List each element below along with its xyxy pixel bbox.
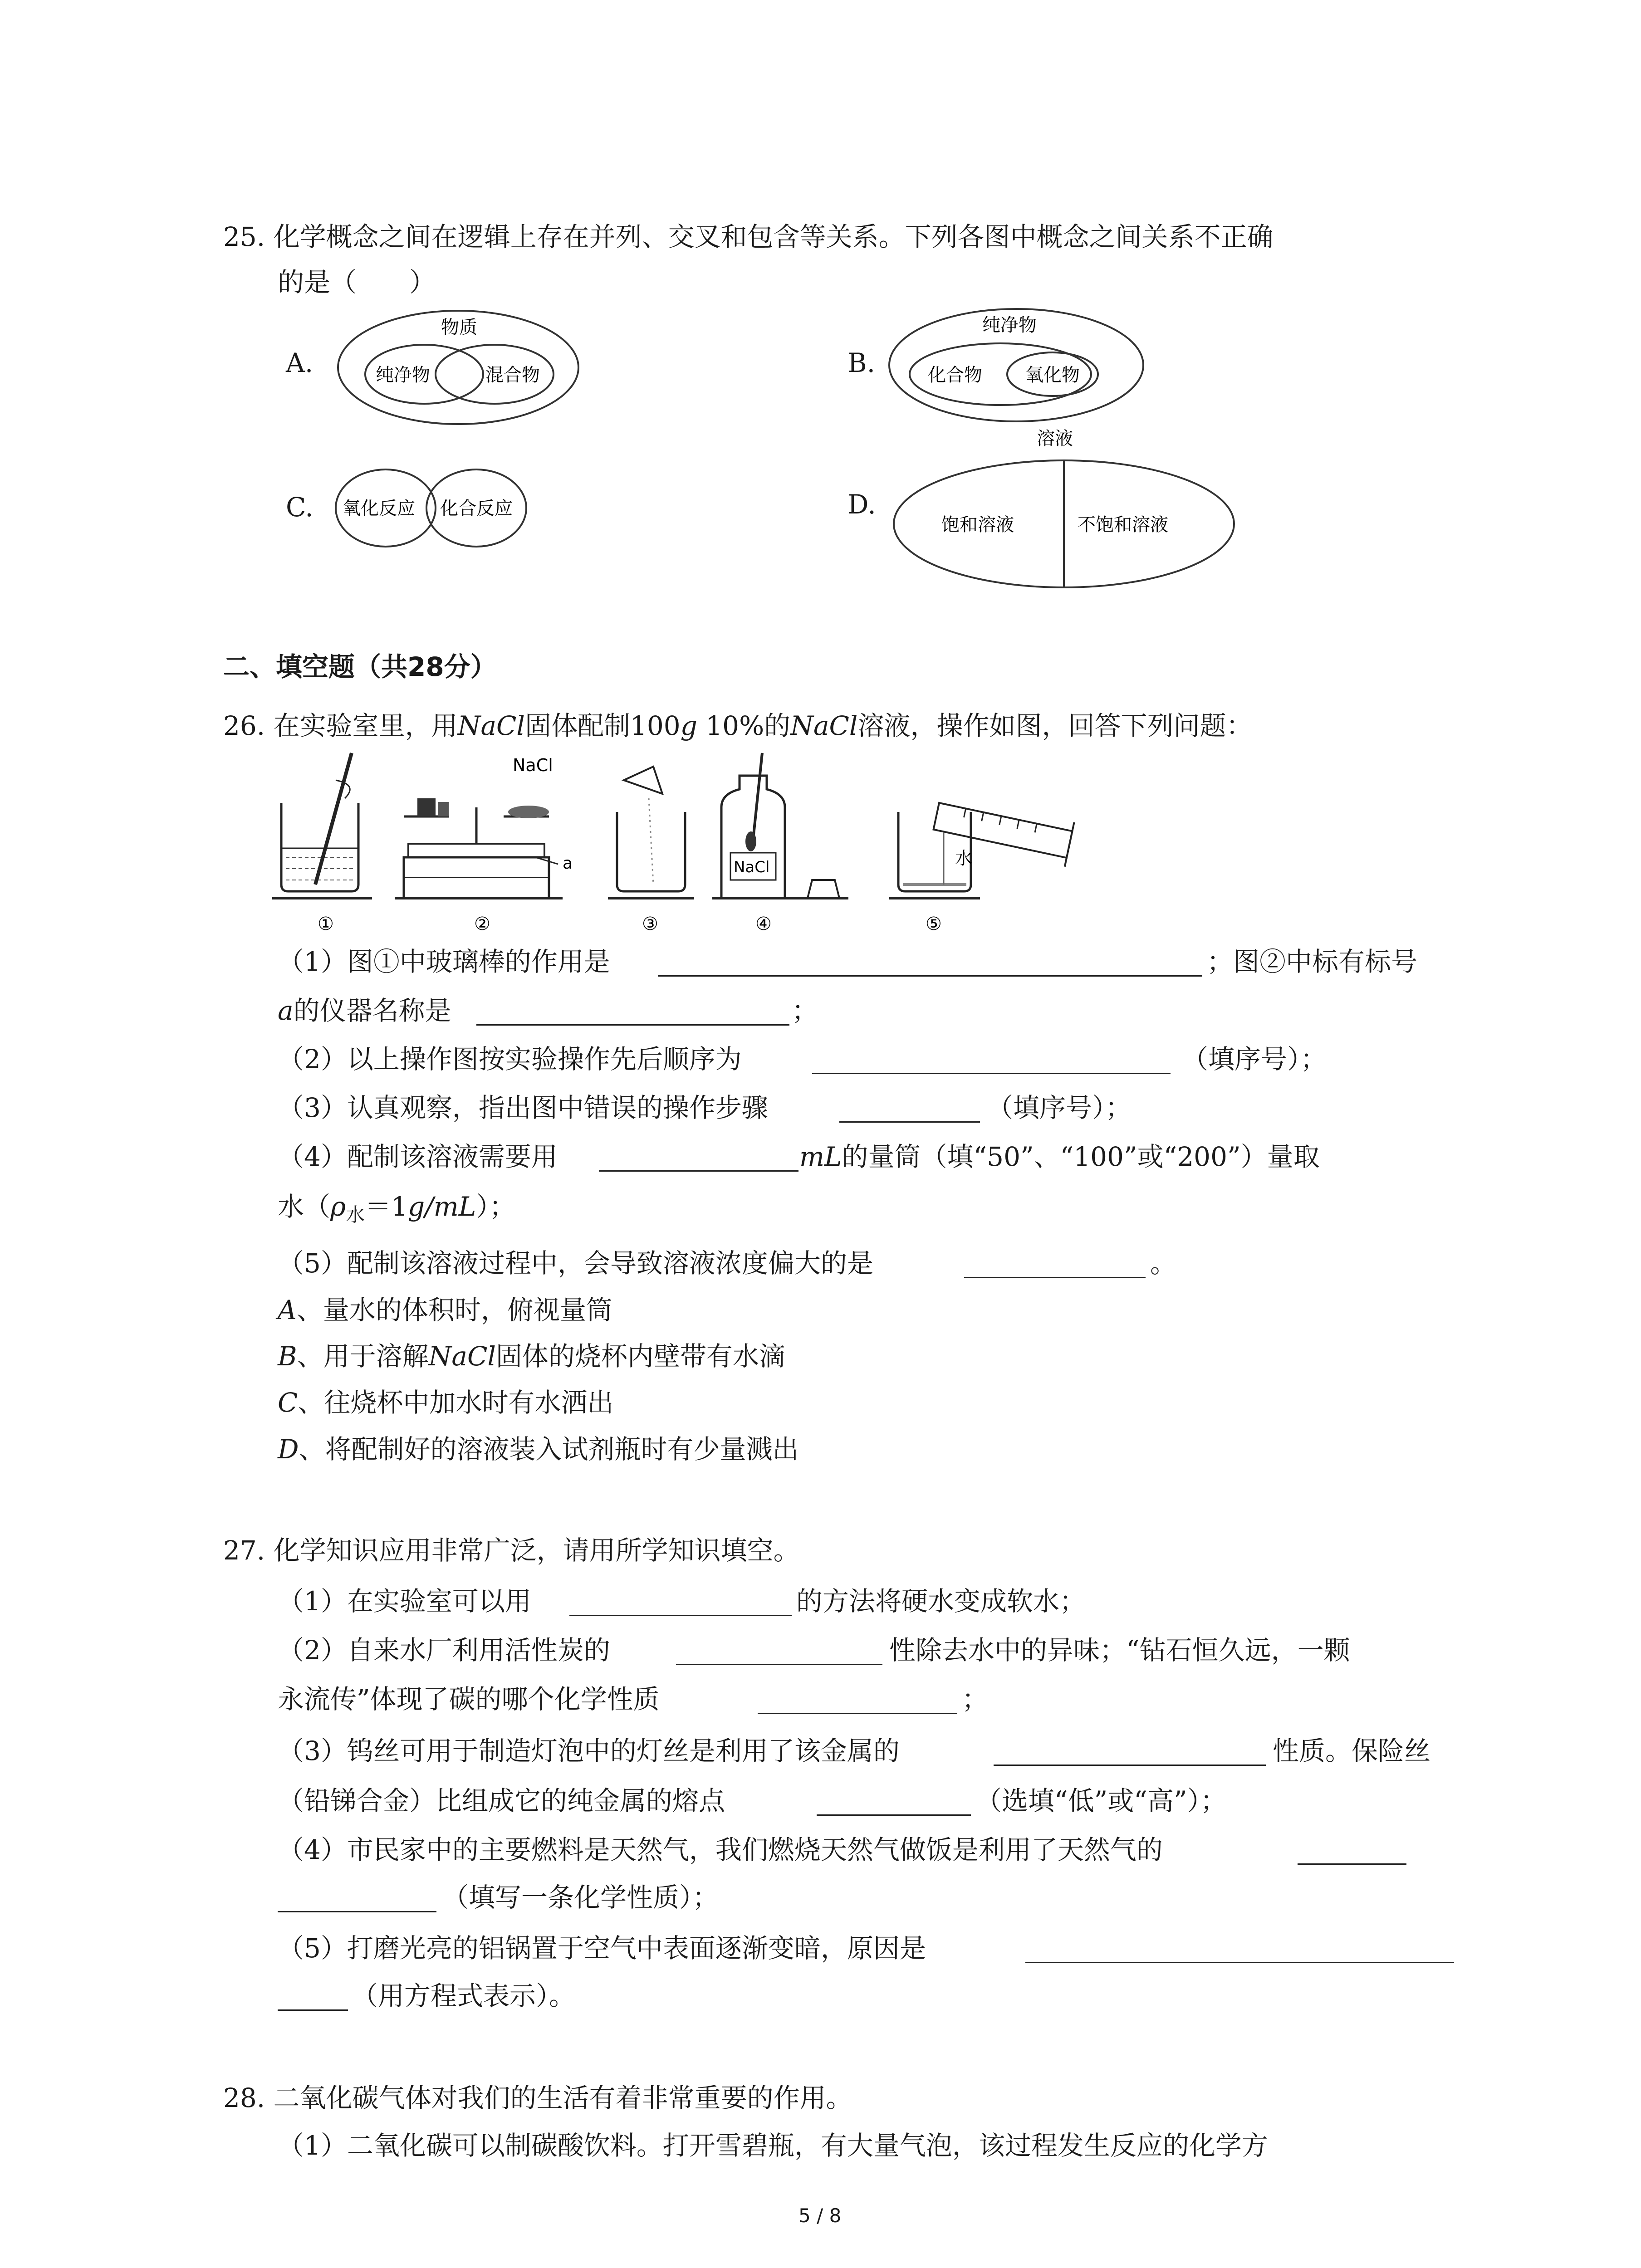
q26-p5-part-b: 。 xyxy=(1150,1248,1177,1279)
q25-stem-line1: 25. 化学概念之间在逻辑上存在并列、交叉和包含等关系。下列各图中概念之间关系不正确 xyxy=(223,221,1274,252)
diagram-a-outer-label: 物质 xyxy=(441,317,477,338)
q26-p4-eq: ＝1 xyxy=(365,1191,408,1222)
diagram-d-left-label: 饱和溶液 xyxy=(941,514,1014,535)
q26-nacl-2: NaCl xyxy=(790,710,858,741)
q27-p3-part-b: 性质。保险丝 xyxy=(1273,1735,1431,1766)
q27-blank-3[interactable] xyxy=(758,1713,957,1714)
q26-p3-part-b: （填序号）； xyxy=(987,1092,1132,1123)
q26-stem-pre: 26. 在实验室里，用 xyxy=(223,710,458,741)
q27-p4-part-b: （填写一条化学性质）； xyxy=(442,1882,719,1913)
diagram-b-outer-label: 纯净物 xyxy=(982,315,1037,336)
q26-blank-5[interactable] xyxy=(599,1170,798,1172)
diagram-d-right-label: 不饱和溶液 xyxy=(1078,514,1168,535)
q27-blank-7b[interactable] xyxy=(278,2009,348,2011)
q26-option-c-letter: C xyxy=(278,1387,298,1418)
q27-blank-7a[interactable] xyxy=(1025,1962,1454,1963)
q26-percent: 10%的 xyxy=(705,710,791,741)
figure-3-pouring xyxy=(608,767,694,898)
q26-blank-2[interactable] xyxy=(476,1024,789,1026)
q26-unit: g xyxy=(680,710,697,741)
q26-rho-sub: 水 xyxy=(346,1203,365,1226)
figure-num-5: ⑤ xyxy=(926,914,942,934)
q26-p4-line2 xyxy=(278,1188,515,1233)
q27-p3-part-c: （铅锑合金）比组成它的纯金属的熔点 xyxy=(278,1785,725,1816)
diagram-a-right-label: 混合物 xyxy=(485,365,540,386)
q26-blank-6[interactable] xyxy=(964,1277,1146,1278)
q26-p5-part-a: （5）配制该溶液过程中，会导致溶液浓度偏大的是 xyxy=(278,1248,873,1279)
q27-p3-part-d: （选填“低”或“高”）； xyxy=(975,1785,1227,1816)
q26-option-d xyxy=(278,1431,799,1467)
q27-p2-part-b: 性除去水中的异味；“钻石恒久远，一颗 xyxy=(889,1635,1350,1666)
q25-option-b-label: B. xyxy=(847,347,876,378)
q26-option-a xyxy=(278,1292,612,1328)
section-heading: 二、填空题（共28分） xyxy=(223,651,497,682)
q26-amount: 100 xyxy=(630,710,681,741)
q26-option-b xyxy=(278,1338,785,1374)
q26-p1-part-b: ；图②中标有标号 xyxy=(1207,946,1418,977)
q26-option-b-nacl: NaCl xyxy=(428,1341,496,1372)
q26-option-d-letter: D xyxy=(278,1434,299,1465)
q27-blank-2[interactable] xyxy=(676,1664,882,1665)
q25-diagram-a xyxy=(336,308,581,426)
q26-option-b-letter: B xyxy=(278,1341,297,1372)
figure-num-3: ③ xyxy=(642,914,658,934)
q26-p4-part-a: （4）配制该溶液需要用 xyxy=(278,1141,558,1172)
q25-stem-line2: 的是（ ） xyxy=(278,267,436,298)
q26-option-b-pre: 、用于溶解 xyxy=(297,1341,429,1372)
figure-5-cylinder xyxy=(889,794,1074,898)
figure-1-stirring xyxy=(272,753,372,898)
q27-blank-6b[interactable] xyxy=(278,1911,436,1912)
q26-option-a-text: 、量水的体积时，俯视量筒 xyxy=(296,1295,612,1325)
q26-p2-part-b: （填序号）； xyxy=(1182,1044,1327,1075)
q26-option-a-letter: A xyxy=(278,1295,297,1325)
q25-diagram-d xyxy=(887,422,1241,594)
q27-p2-part-d: ； xyxy=(962,1684,989,1715)
q27-p5-part-b: （用方程式表示）。 xyxy=(352,1980,576,2011)
q26-p4-end: ）； xyxy=(476,1191,516,1222)
q27-p2-part-a: （2）自来水厂利用活性炭的 xyxy=(278,1635,610,1666)
diagram-b-middle-label: 化合物 xyxy=(928,365,982,386)
q25-option-d-label: D. xyxy=(847,489,876,520)
diagram-d-title: 溶液 xyxy=(1037,428,1073,449)
q25-option-a-label: A. xyxy=(286,347,314,378)
q26-p1-part-d: ； xyxy=(792,995,818,1026)
q26-option-c xyxy=(278,1384,613,1421)
q26-stem xyxy=(223,708,1252,744)
q26-p1-part-a: （1）图①中玻璃棒的作用是 xyxy=(278,946,610,977)
q25-diagram-c xyxy=(333,467,533,549)
q26-blank-4[interactable] xyxy=(839,1121,980,1123)
q26-rho: ρ xyxy=(330,1191,346,1222)
q27-blank-4[interactable] xyxy=(994,1765,1266,1766)
q27-p5-part-a: （5）打磨光亮的铝锅置于空气中表面逐渐变暗，原因是 xyxy=(278,1933,926,1964)
q27-p3-part-a: （3）钨丝可用于制造灯泡中的灯丝是利用了该金属的 xyxy=(278,1735,900,1766)
q26-apparatus-figure xyxy=(272,748,1089,939)
q27-blank-6a[interactable] xyxy=(1298,1863,1406,1865)
figure-2-balance xyxy=(395,755,573,898)
q28-p1: （1）二氧化碳可以制碳酸饮料。打开雪碧瓶，有大量气泡，该过程发生反应的化学方 xyxy=(278,2130,1268,2161)
balance-nacl-label: NaCl xyxy=(513,755,553,775)
figure-num-4: ④ xyxy=(755,914,772,934)
q26-p4-part-b xyxy=(799,1139,1320,1175)
q27-p4-part-a: （4）市民家中的主要燃料是天然气，我们燃烧天然气做饭是利用了天然气的 xyxy=(278,1834,1163,1865)
q26-unit-ml: mL xyxy=(799,1141,842,1172)
q26-nacl: NaCl xyxy=(457,710,525,741)
q26-blank-3[interactable] xyxy=(812,1073,1171,1074)
page-number: 5 / 8 xyxy=(798,2204,842,2227)
balance-a-label: a xyxy=(563,854,573,873)
q26-option-b-post: 固体的烧杯内壁带有水滴 xyxy=(495,1341,785,1372)
diagram-b-inner-label: 氧化物 xyxy=(1025,365,1080,386)
q26-p4-text: 的量筒（填“50”、“100”或“200”）量取 xyxy=(842,1141,1320,1172)
figure-4-reagent-bottle xyxy=(712,753,848,898)
q27-stem: 27. 化学知识应用非常广泛，请用所学知识填空。 xyxy=(223,1535,800,1566)
q26-option-d-text: 、将配制好的溶液装入试剂瓶时有少量溅出 xyxy=(299,1434,799,1465)
q25-option-c-label: C. xyxy=(286,492,314,523)
q28-stem: 28. 二氧化碳气体对我们的生活有着非常重要的作用。 xyxy=(223,2082,852,2113)
q27-blank-5[interactable] xyxy=(817,1814,971,1816)
q26-stem-mid: 固体配制 xyxy=(524,710,630,741)
diagram-a-left-label: 纯净物 xyxy=(376,365,430,386)
q26-p4-unit: g/mL xyxy=(408,1191,476,1222)
q27-p1-part-a: （1）在实验室可以用 xyxy=(278,1586,531,1617)
q26-blank-1[interactable] xyxy=(658,975,1202,977)
q27-blank-1[interactable] xyxy=(569,1615,792,1616)
q26-label-a: a xyxy=(278,995,294,1026)
q26-p3-part-a: （3）认真观察，指出图中错误的操作步骤 xyxy=(278,1092,768,1123)
q26-stem-post: 溶液，操作如图，回答下列问题： xyxy=(857,710,1253,741)
q26-p1-part-c: 的仪器名称是 xyxy=(293,995,451,1026)
q27-p2-part-c: 永流传”体现了碳的哪个化学性质 xyxy=(278,1684,660,1715)
q26-option-c-text: 、往烧杯中加水时有水洒出 xyxy=(298,1387,614,1418)
cylinder-water-label: 水 xyxy=(955,848,973,868)
diagram-c-left-label: 氧化反应 xyxy=(343,498,415,519)
figure-num-2: ② xyxy=(474,914,490,934)
q26-p4-pre: 水（ xyxy=(278,1191,331,1222)
figure-num-1: ① xyxy=(318,914,334,934)
diagram-c-right-label: 化合反应 xyxy=(440,498,513,519)
q26-p1-line2 xyxy=(278,992,451,1029)
q27-p1-part-b: 的方法将硬水变成软水； xyxy=(796,1586,1086,1617)
q25-diagram-b xyxy=(887,306,1148,424)
q26-p2-part-a: （2）以上操作图按实验操作先后顺序为 xyxy=(278,1044,742,1075)
bottle-nacl-label: NaCl xyxy=(734,858,770,876)
